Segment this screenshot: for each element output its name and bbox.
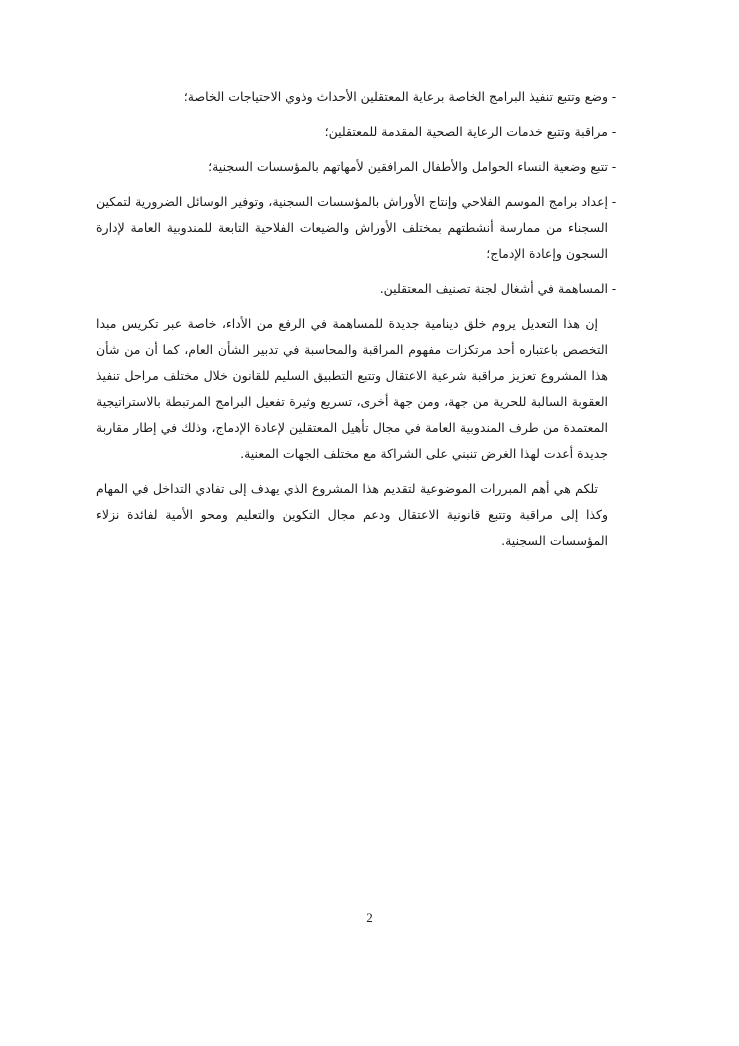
list-item — [96, 276, 617, 302]
list-item-text: وضع وتتبع تنفيذ البرامج الخاصة برعاية المعتقلين الأحداث وذوي الاحتياجات الخاصة؛ — [183, 89, 608, 104]
list-item — [96, 154, 617, 180]
list-item-text: إعداد برامج الموسم الفلاحي وإنتاج الأوراش بالمؤسسات السجنية، وتوفير الوسائل الضرورية لتمكين السجناء من ممارسة أنشطتهم بمختلف الأوراش والضيعات الفلاحية التابعة للمندوبية العامة لإدارة السجون وإعادة الإدماج؛ — [96, 194, 608, 261]
bullet-marker: - — [611, 281, 617, 296]
list-item — [96, 84, 617, 110]
bullet-list — [96, 84, 617, 302]
bullet-marker: - — [611, 159, 617, 174]
paragraph: إن هذا التعديل يروم خلق دينامية جديدة للمساهمة في الرفع من الأداء، خاصة عبر تكريس مبدا التخصص باعتباره أحد مرتكزات مفهوم المراقبة والمحاسبة في تدبير الشأن العام، كما أن من شأن هذا المشروع تعزيز مراقبة شرعية الاعتقال وتتبع التطبيق السليم للقانون خلال مختلف مراحل تنفيذ العقوبة السالبة للحرية من جهة، ومن جهة أخرى، تسريع وثيرة تفعيل البرامج المرتبطة بالاستراتيجية المعتمدة من طرف المندوبية العامة في مجال تأهيل المعتقلين لإعادة الإدماج، وذلك في إطار مقاربة جديدة أعدت لهذا الغرض تنبني على الشراكة مع مختلف الجهات المعنية. — [96, 316, 608, 461]
list-item-text: المساهمة في أشغال لجنة تصنيف المعتقلين. — [379, 281, 608, 296]
bullet-marker: - — [611, 124, 617, 139]
list-item-text: تتبع وضعية النساء الحوامل والأطفال المرافقين لأمهاتهم بالمؤسسات السجنية؛ — [208, 159, 608, 174]
bullet-marker: - — [611, 194, 617, 209]
list-item — [96, 189, 617, 267]
paragraph: تلكم هي أهم المبررات الموضوعية لتقديم هذا المشروع الذي يهدف إلى تفادي التداخل في المهام وكذا إلى مراقبة وتتبع قانونية الاعتقال ودعم مجال التكوين والتعليم ومحو الأمية لفائدة نزلاء المؤسسات السجنية. — [96, 481, 608, 548]
document-body — [96, 84, 617, 563]
list-item-text: مراقبة وتتبع خدمات الرعاية الصحية المقدمة للمعتقلين؛ — [324, 124, 608, 139]
list-item — [96, 119, 617, 145]
page-number: 2 — [366, 910, 373, 925]
bullet-marker: - — [611, 89, 617, 104]
